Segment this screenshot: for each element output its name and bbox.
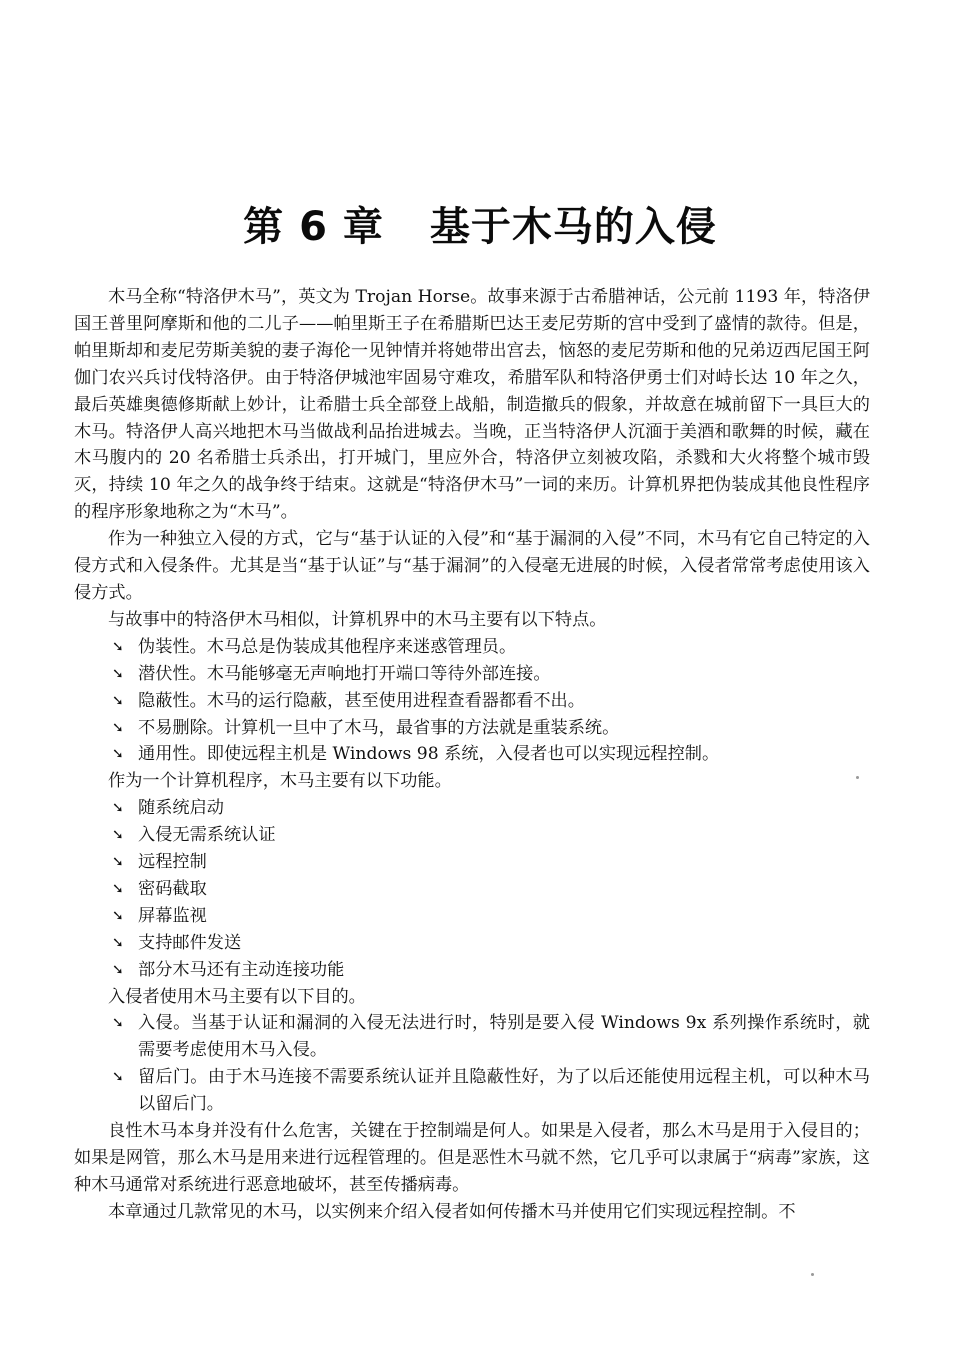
- chapter-body: [74, 284, 870, 1226]
- function-text: 部分木马还有主动连接功能: [138, 959, 345, 980]
- feature-text: 通用性。即使远程主机是 Windows 98 系统，入侵者也可以实现远程控制。: [138, 744, 720, 765]
- closing-paragraph: 本章通过几款常见的木马，以实例来介绍入侵者如何传播木马并使用它们实现远程控制。不: [108, 1201, 796, 1222]
- bullet-arrow-icon: ➘: [112, 800, 124, 817]
- bullet-arrow-icon: ➘: [112, 719, 124, 736]
- feature-item: [74, 661, 870, 688]
- purpose-item: [74, 1010, 870, 1064]
- function-text: 远程控制: [138, 852, 207, 873]
- feature-text: 隐蔽性。木马的运行隐蔽，甚至使用进程查看器都看不出。: [138, 690, 585, 711]
- bullet-arrow-icon: ➘: [112, 854, 124, 871]
- chapter-name: 基于木马的入侵: [429, 203, 717, 250]
- bullet-arrow-icon: ➘: [112, 1069, 124, 1086]
- bullet-arrow-icon: ➘: [112, 934, 124, 951]
- feature-text: 伪装性。木马总是伪装成其他程序来迷惑管理员。: [138, 636, 517, 657]
- features-lead: 与故事中的特洛伊木马相似，计算机界中的木马主要有以下特点。: [108, 609, 607, 630]
- purpose-text: 留后门。由于木马连接不需要系统认证并且隐蔽性好，为了以后还能使用远程主机，可以种木马以留后门。: [138, 1067, 870, 1115]
- feature-item: [74, 715, 870, 742]
- purposes-lead: 入侵者使用木马主要有以下目的。: [108, 986, 366, 1007]
- feature-text: 潜伏性。木马能够毫无声响地打开端口等待外部连接。: [138, 663, 551, 684]
- method-paragraph: 作为一种独立入侵的方式，它与“基于认证的入侵”和“基于漏洞的入侵”不同，木马有它自己特定的入侵方式和入侵条件。尤其是当“基于认证”与“基于漏洞”的入侵毫无进展的时候，入侵者常常考虑使用该入侵方式。: [74, 529, 870, 603]
- feature-item: [74, 741, 870, 768]
- chapter-title: [0, 195, 960, 252]
- function-text: 屏幕监视: [138, 905, 207, 926]
- function-item: [74, 822, 870, 849]
- scan-speck: [811, 1273, 814, 1276]
- function-item: [74, 903, 870, 930]
- bullet-arrow-icon: ➘: [112, 665, 124, 682]
- function-text: 入侵无需系统认证: [138, 825, 276, 846]
- function-item: [74, 876, 870, 903]
- chapter-number: 第 6 章: [243, 203, 384, 250]
- purpose-text: 入侵。当基于认证和漏洞的入侵无法进行时，特别是要入侵 Windows 9x 系列操作系统时，就需要考虑使用木马入侵。: [138, 1013, 870, 1061]
- bullet-arrow-icon: ➘: [112, 1015, 124, 1032]
- function-item: [74, 957, 870, 984]
- functions-lead: 作为一个计算机程序，木马主要有以下功能。: [108, 771, 452, 792]
- function-item: [74, 849, 870, 876]
- function-text: 支持邮件发送: [138, 932, 242, 953]
- purpose-item: [74, 1064, 870, 1118]
- function-item: [74, 795, 870, 822]
- bullet-arrow-icon: ➘: [112, 827, 124, 844]
- benign-paragraph: 良性木马本身并没有什么危害，关键在于控制端是何人。如果是入侵者，那么木马是用于入侵目的；如果是网管，那么木马是用来进行远程管理的。但是恶性木马就不然，它几乎可以隶属于“病毒”家族，这种木马通常对系统进行恶意地破坏，甚至传播病毒。: [74, 1121, 870, 1195]
- function-text: 随系统启动: [138, 798, 224, 819]
- feature-item: [74, 688, 870, 715]
- bullet-arrow-icon: ➘: [112, 746, 124, 763]
- bullet-arrow-icon: ➘: [112, 638, 124, 655]
- scan-speck: [856, 776, 859, 779]
- feature-item: [74, 634, 870, 661]
- function-text: 密码截取: [138, 878, 207, 899]
- bullet-arrow-icon: ➘: [112, 907, 124, 924]
- bullet-arrow-icon: ➘: [112, 880, 124, 897]
- function-item: [74, 930, 870, 957]
- bullet-arrow-icon: ➘: [112, 692, 124, 709]
- bullet-arrow-icon: ➘: [112, 961, 124, 978]
- intro-paragraph: 木马全称“特洛伊木马”，英文为 Trojan Horse。故事来源于古希腊神话，公元前 1193 年，特洛伊国王普里阿摩斯和他的二儿子——帕里斯王子在希腊斯巴达王麦尼劳斯的宫中受到了盛情的款待。但是，帕里斯却和麦尼劳斯美貌的妻子海伦一见钟情并将她带出宫去，恼怒的麦尼劳斯和他的兄弟迈西尼国王阿伽门农兴兵讨伐特洛伊。由于特洛伊城池牢固易守难攻，希腊军队和特洛伊勇士们对峙长达 10 年之久，最后英雄奥德修斯献上妙计，让希腊士兵全部登上战船，制造撤兵的假象，并故意在城前留下一具巨大的木马。特洛伊人高兴地把木马当做战利品抬进城去。当晚，正当特洛伊人沉湎于美酒和歌舞的时候，藏在木马腹内的 20 名希腊士兵杀出，打开城门，里应外合，特洛伊立刻被攻陷，杀戮和大火将整个城市毁灭，持续 10 年之久的战争终于结束。这就是“特洛伊木马”一词的来历。计算机界把伪装成其他良性程序的程序形象地称之为“木马”。: [74, 287, 870, 523]
- feature-text: 不易删除。计算机一旦中了木马，最省事的方法就是重装系统。: [138, 717, 620, 738]
